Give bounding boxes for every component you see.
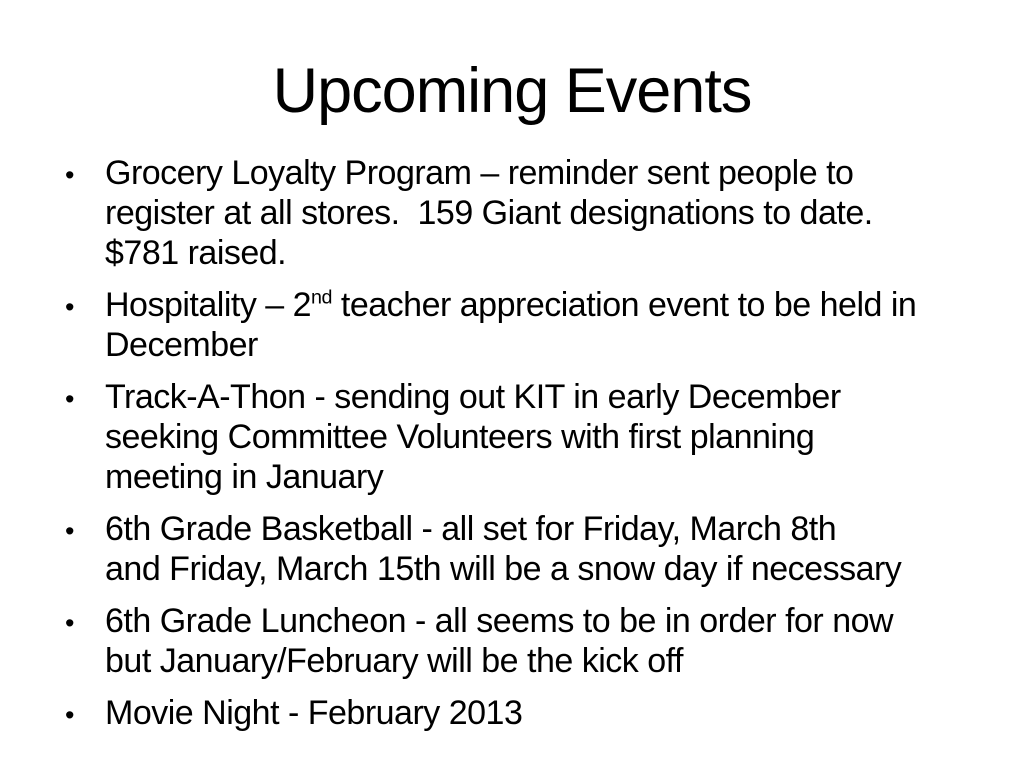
bullet-text [105, 693, 522, 733]
bullet-item-luncheon [65, 601, 1004, 681]
bullet-marker: • [65, 516, 75, 546]
bullet-item-hospitality [65, 285, 1004, 365]
bullet-text [105, 377, 841, 497]
slide-title: Upcoming Events [272, 56, 752, 126]
bullet-line: Movie Night - February 2013 [105, 694, 523, 732]
line-segment: teacher appreciation event to be held in [331, 286, 917, 324]
bullet-line: but January/February will be the kick off [105, 642, 683, 680]
bullet-marker: • [65, 160, 75, 190]
bullet-text [105, 509, 901, 589]
bullet-line: register at all stores. 159 Giant designations to date. [105, 194, 873, 232]
bullet-line: and Friday, March 15th will be a snow day if necessary [105, 550, 902, 588]
bullet-text [105, 601, 893, 681]
bullet-line: seeking Committee Volunteers with first planning [105, 418, 815, 456]
bullet-item-basketball [65, 509, 1004, 589]
bullet-text [105, 153, 873, 273]
bullet-line: Track-A-Thon - sending out KIT in early December [105, 378, 841, 416]
bullet-text [105, 285, 916, 365]
bullet-line: December [105, 326, 258, 364]
bullet-line: Grocery Loyalty Program – reminder sent people to [105, 154, 854, 192]
bullet-marker: • [65, 608, 75, 638]
bullet-marker: • [65, 700, 75, 730]
bullet-item-track-a-thon [65, 377, 1004, 497]
ordinal-superscript: nd [311, 286, 332, 309]
bullet-line: 6th Grade Luncheon - all seems to be in order for now [105, 602, 894, 640]
bullet-line: 6th Grade Basketball - all set for Friday, March 8th [105, 510, 837, 548]
bullet-marker: • [65, 292, 75, 322]
bullet-item-movie-night [65, 693, 1004, 735]
line-segment: Hospitality – 2 [105, 286, 312, 324]
bullet-marker: • [65, 384, 75, 414]
bullet-item-grocery-loyalty [65, 153, 1004, 273]
bullet-line: meeting in January [105, 458, 384, 496]
bullet-line [105, 285, 916, 325]
bullet-line: $781 raised. [105, 234, 287, 272]
bullet-list [65, 153, 1004, 747]
